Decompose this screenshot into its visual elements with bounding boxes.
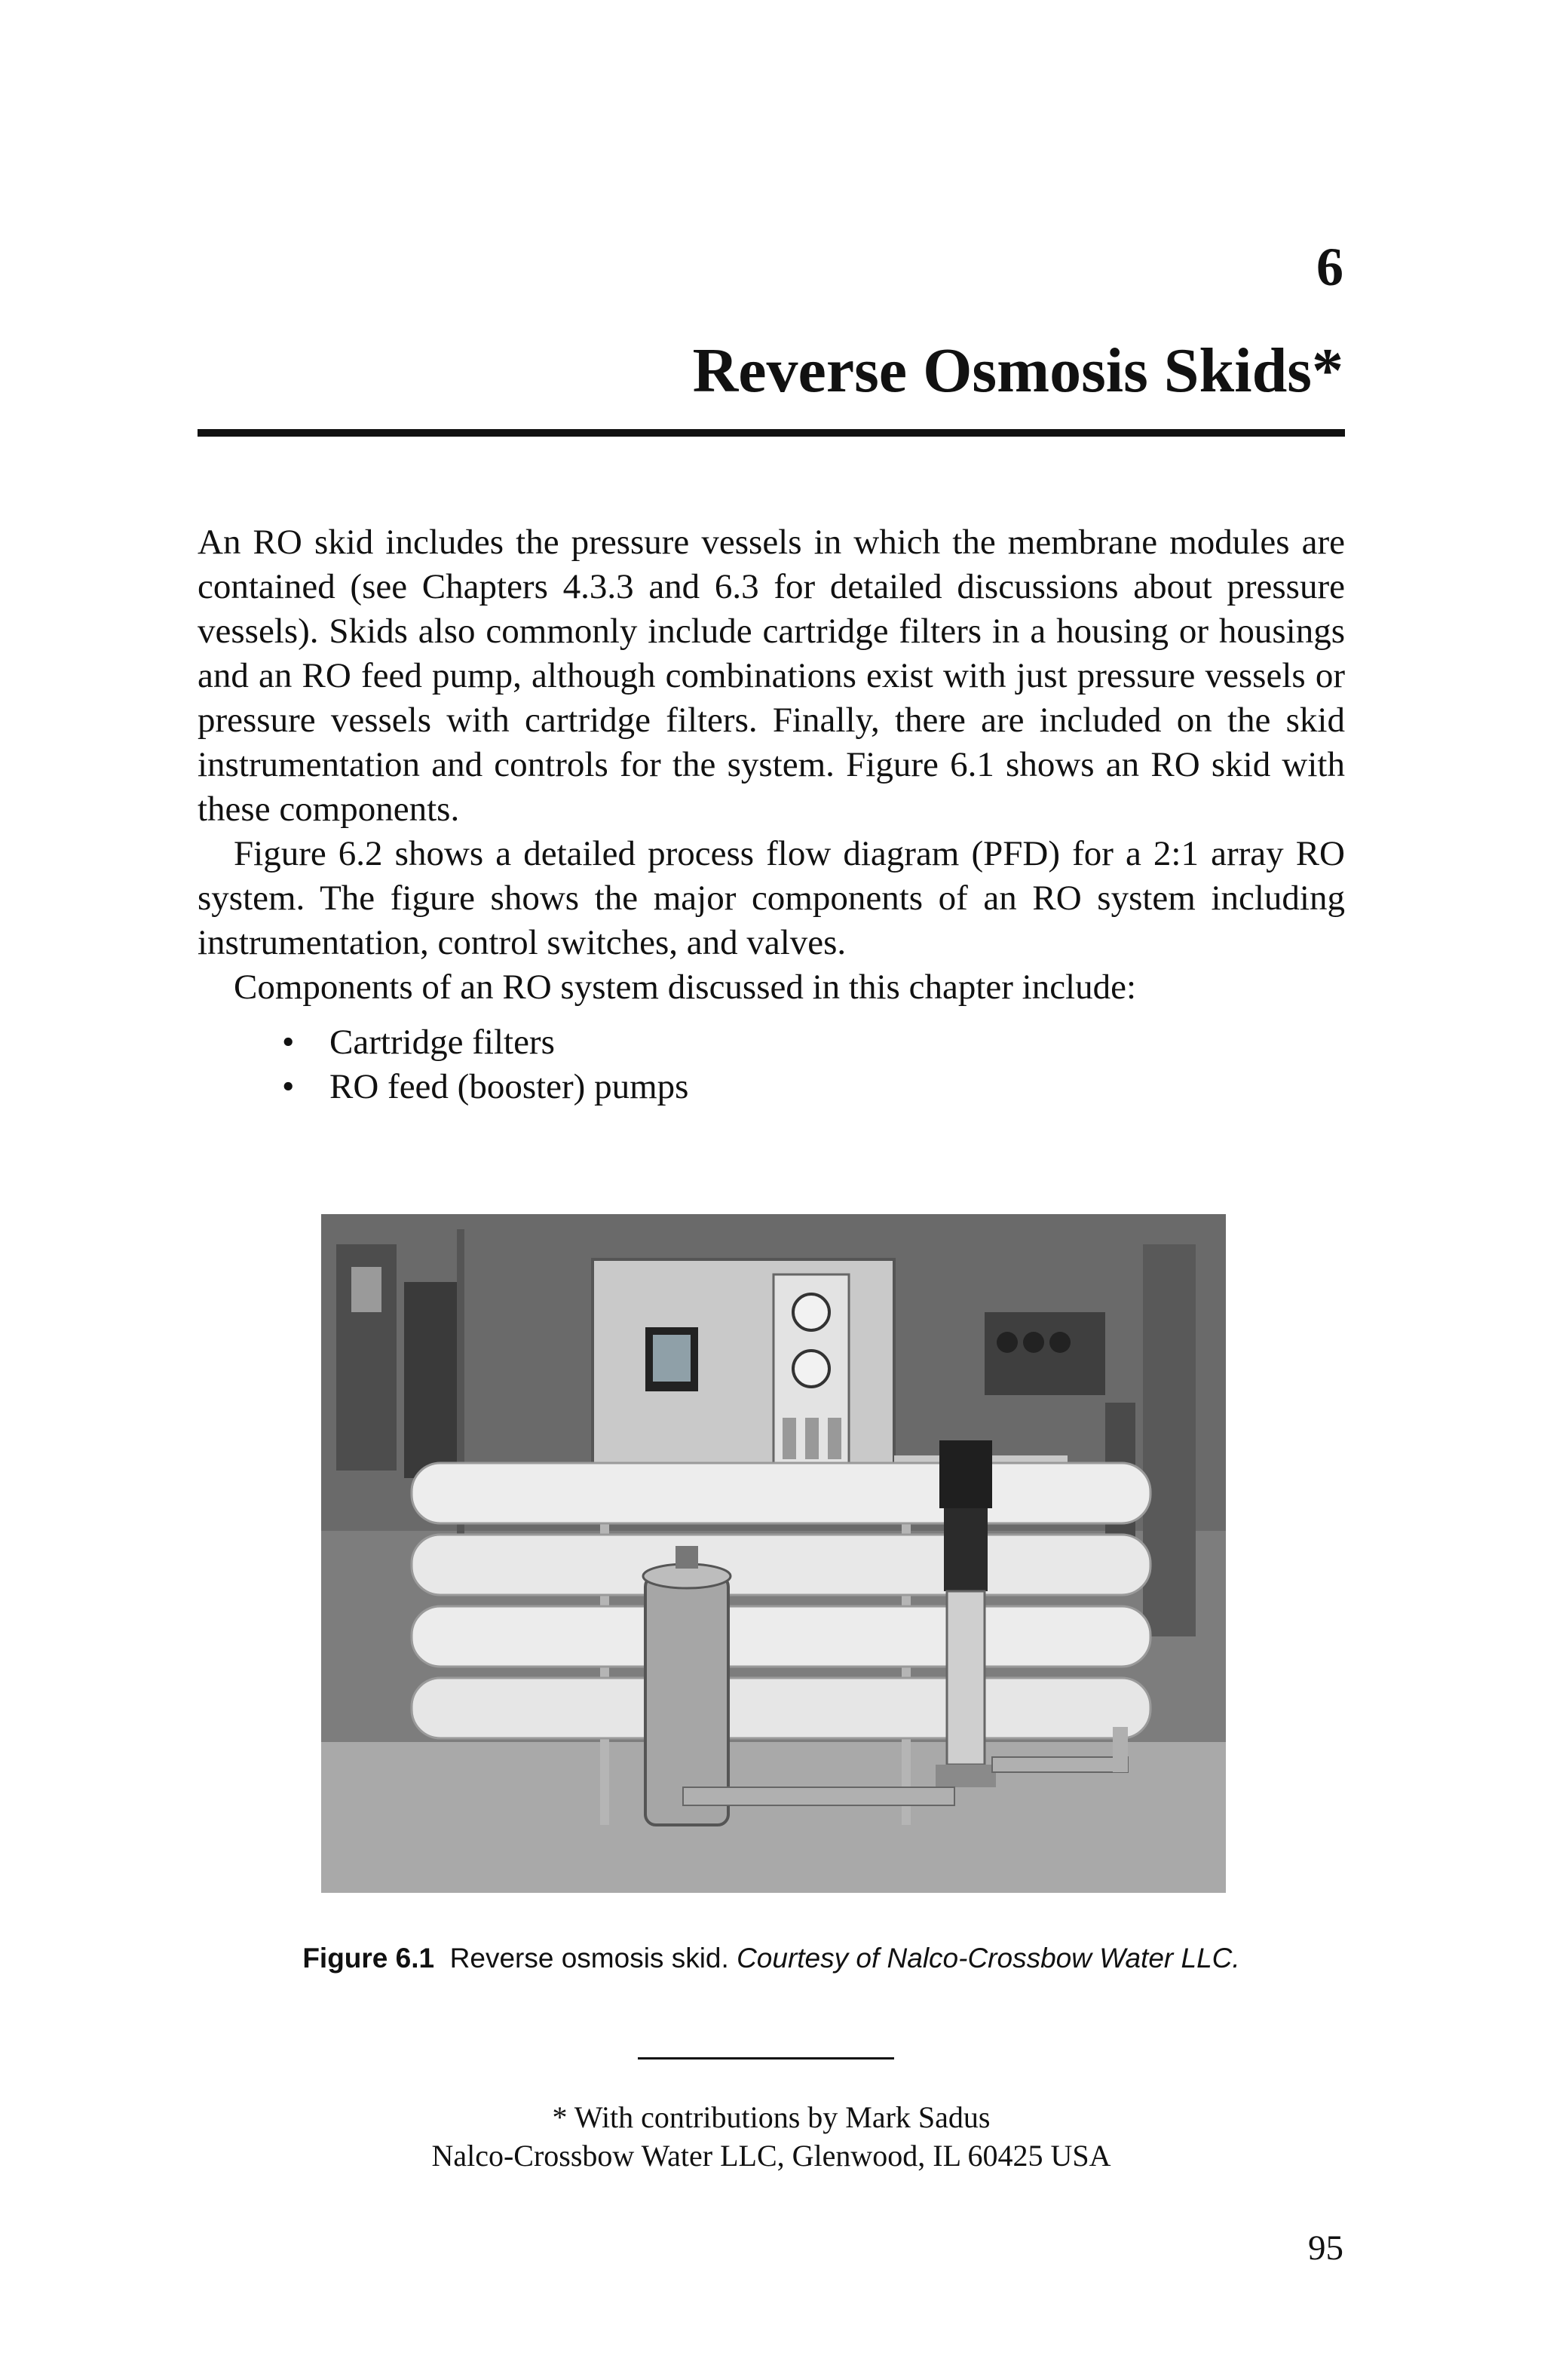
title-rule bbox=[198, 429, 1345, 437]
footnote bbox=[198, 2098, 1345, 2175]
figure-caption bbox=[198, 1942, 1345, 1975]
bullet-text: Cartridge filters bbox=[329, 1023, 555, 1062]
page-number: 95 bbox=[1308, 2228, 1343, 2268]
figure-credit: Courtesy of Nalco-Crossbow Water LLC. bbox=[737, 1943, 1240, 1974]
figure-label: Figure 6.1 bbox=[302, 1943, 435, 1974]
bullet-icon: • bbox=[282, 1023, 295, 1062]
chapter-number: 6 bbox=[1316, 237, 1343, 297]
footnote-line: Nalco-Crossbow Water LLC, Glenwood, IL 60425 USA bbox=[431, 2139, 1111, 2173]
body-text bbox=[198, 520, 1345, 1109]
chapter-title: Reverse Osmosis Skids* bbox=[692, 336, 1343, 406]
footnote-line: * With contributions by Mark Sadus bbox=[552, 2100, 991, 2134]
figure-photo-ro-skid bbox=[321, 1214, 1226, 1893]
paragraph: Components of an RO system discussed in this chapter include: bbox=[234, 968, 1137, 1007]
bullet-icon: • bbox=[282, 1067, 295, 1106]
ro-skid-photo-illustration bbox=[321, 1214, 1226, 1893]
bullet-list bbox=[198, 1020, 1345, 1109]
figure-caption-text: Reverse osmosis skid. bbox=[449, 1943, 729, 1974]
bullet-item bbox=[282, 1020, 1345, 1065]
paragraph: Figure 6.2 shows a detailed process flow diagram (PFD) for a 2:1 array RO system. The figure shows the major components of an RO system including instrumentation, control switches, and valves. bbox=[198, 834, 1345, 962]
bullet-text: RO feed (booster) pumps bbox=[329, 1067, 689, 1106]
paragraph: An RO skid includes the pressure vessels in which the membrane modules are contained (see Chapters 4.3.3 and 6.3 for detailed discussions about pressure vessels). Skids also commonly include cartridge filters in a housing or housings and an RO feed pump, although combinations exist with just pressure vessels or pressure vessels with cartridge filters. Finally, there are included on the skid instrumentation and controls for the system. Figure 6.1 shows an RO skid with these components. bbox=[198, 523, 1345, 829]
footnote-rule bbox=[638, 2057, 894, 2059]
bullet-item bbox=[282, 1065, 1345, 1109]
